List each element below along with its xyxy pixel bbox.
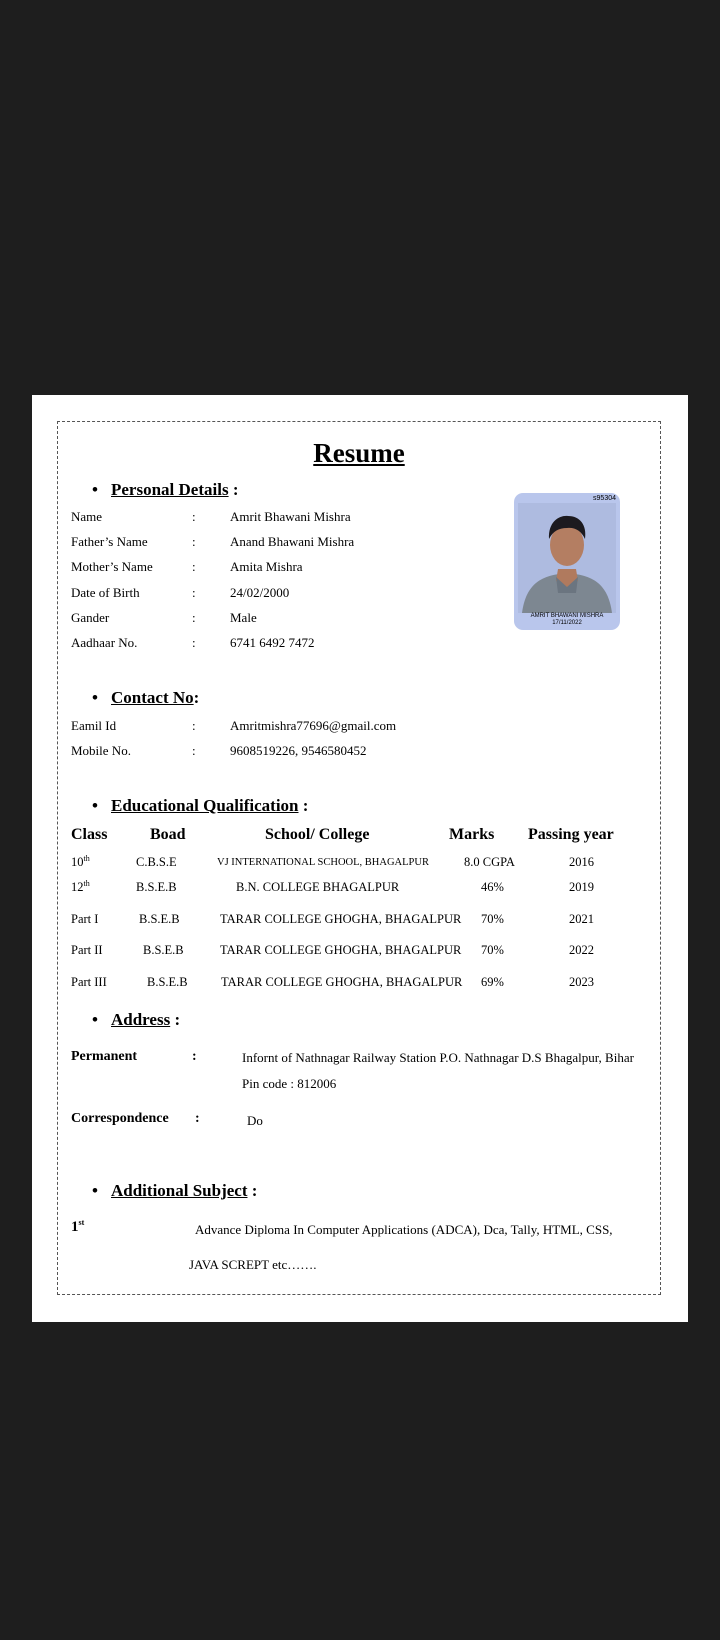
table-row-marks: 46% [481,880,504,894]
value-dob: 24/02/2000 [230,585,290,600]
resume-title: Resume [313,438,405,468]
table-row-year: 2019 [569,880,594,894]
label-name: Name [71,509,103,524]
label-correspondence-address: Correspondence [71,1111,169,1126]
table-row-marks: 70% [481,943,504,957]
label-gender: Gander [71,610,110,625]
table-row-class: 10th [71,853,90,869]
table-row-year: 2023 [569,975,594,989]
value-mother-name: Amita Mishra [230,559,303,574]
label-mother-name: Mother’s Name [71,559,153,574]
page-border: Resume • Personal Details : Name : Amrit Bhawani Mishra Father’s Name : Anand Bhawani Mishra Mother’s Name : Amita Mishra Date of Birth : 24/02/2000 Gander : Male Aadhaar No. : 6741 6492 7472 s95304 AMRIT BHAWANI MISHRA 17/11/2022 • Contact No: Eamil Id : Amritmishra77696@gmail.com Mobile No. : 9608519226, 9546580452 • Educational Qualification : Class Boad School/ College Marks Passing year 10th C.B.S.E VJ INTERNATIONAL SCHOOL, BHAGALPUR 8.0 CGPA 2016 12th B.S.E.B B.N. COLLEGE BHAGALPUR 46% 2019 Part I B.S.E.B TARAR COLLEGE GHOGHA, BHAGALPUR 70% 2021 Part II B.S.E.B TARAR COLLEGE GHOGHA, BHAGALPUR 70% 2022 Part III B.S.E.B TARAR COLLEGE GHOGHA, BHAGALPUR 69% 2023 • Address : Permanent : Infornt of Nathnagar Railway Station P.O. Nathnagar D.S Bhagalpur, Bihar Pin code : 812006 Correspondence : Do • Additional Subject : 1st Advance Diploma In Computer Applications (ADCA), Dca, Tally, HTML, CSS, JAVA SCREPT etc……. [57,421,661,1295]
value-gender: Male [230,610,257,625]
additional-index: 1st [71,1218,85,1235]
section-contact: • Contact No: [92,688,200,707]
document-page [32,395,688,1322]
table-row-year: 2016 [569,855,594,869]
value-permanent-address: Infornt of Nathnagar Railway Station P.O. Nathnagar D.S Bhagalpur, Bihar [242,1050,634,1065]
value-aadhaar: 6741 6492 7472 [230,635,315,650]
table-row-school: VJ INTERNATIONAL SCHOOL, BHAGALPUR [217,857,429,868]
col-board: Boad [150,826,186,843]
col-marks: Marks [449,826,495,843]
section-personal-details: • Personal Details : [92,480,239,499]
table-row-board: C.B.S.E [136,855,177,869]
table-row-board: B.S.E.B [147,975,188,989]
label-mobile: Mobile No. [71,743,131,758]
table-row-school: TARAR COLLEGE GHOGHA, BHAGALPUR [220,912,462,926]
table-row-year: 2022 [569,943,594,957]
label-permanent-address: Permanent [71,1049,138,1064]
value-name: Amrit Bhawani Mishra [230,509,351,524]
value-pin-code: Pin code : 812006 [242,1076,337,1091]
value-email: Amritmishra77696@gmail.com [230,718,397,733]
col-passing-year: Passing year [528,826,614,843]
section-education: • Educational Qualification : [92,796,309,815]
table-row-board: B.S.E.B [139,912,180,926]
profile-photo: s95304 AMRIT BHAWANI MISHRA 17/11/2022 [514,493,620,630]
value-mobile: 9608519226, 9546580452 [230,743,367,758]
table-row-board: B.S.E.B [143,943,184,957]
col-class: Class [71,826,108,843]
table-row-school: B.N. COLLEGE BHAGALPUR [236,880,400,894]
table-row-school: TARAR COLLEGE GHOGHA, BHAGALPUR [221,975,463,989]
table-row-class: Part II [71,943,103,957]
label-aadhaar: Aadhaar No. [71,635,138,650]
table-row-class: Part III [71,975,107,989]
value-father-name: Anand Bhawani Mishra [230,534,355,549]
table-row-marks: 8.0 CGPA [464,855,515,869]
table-row-year: 2021 [569,912,594,926]
label-dob: Date of Birth [71,585,140,600]
additional-subjects-line1: Advance Diploma In Computer Applications (ADCA), Dca, Tally, HTML, CSS, [195,1222,613,1237]
table-row-marks: 70% [481,912,504,926]
label-email: Eamil Id [71,718,117,733]
section-additional-subject: • Additional Subject : [92,1181,258,1200]
table-row-marks: 69% [481,975,504,989]
col-school: School/ College [265,826,370,843]
table-row-board: B.S.E.B [136,880,177,894]
additional-subjects-line2: JAVA SCREPT etc……. [189,1257,317,1272]
table-row-class: Part I [71,912,99,926]
value-correspondence-address: Do [247,1113,263,1128]
table-row-school: TARAR COLLEGE GHOGHA, BHAGALPUR [220,943,462,957]
label-father-name: Father’s Name [71,534,148,549]
section-address: • Address : [92,1010,181,1029]
table-row-class: 12th [71,878,90,894]
person-portrait-icon [518,503,616,613]
